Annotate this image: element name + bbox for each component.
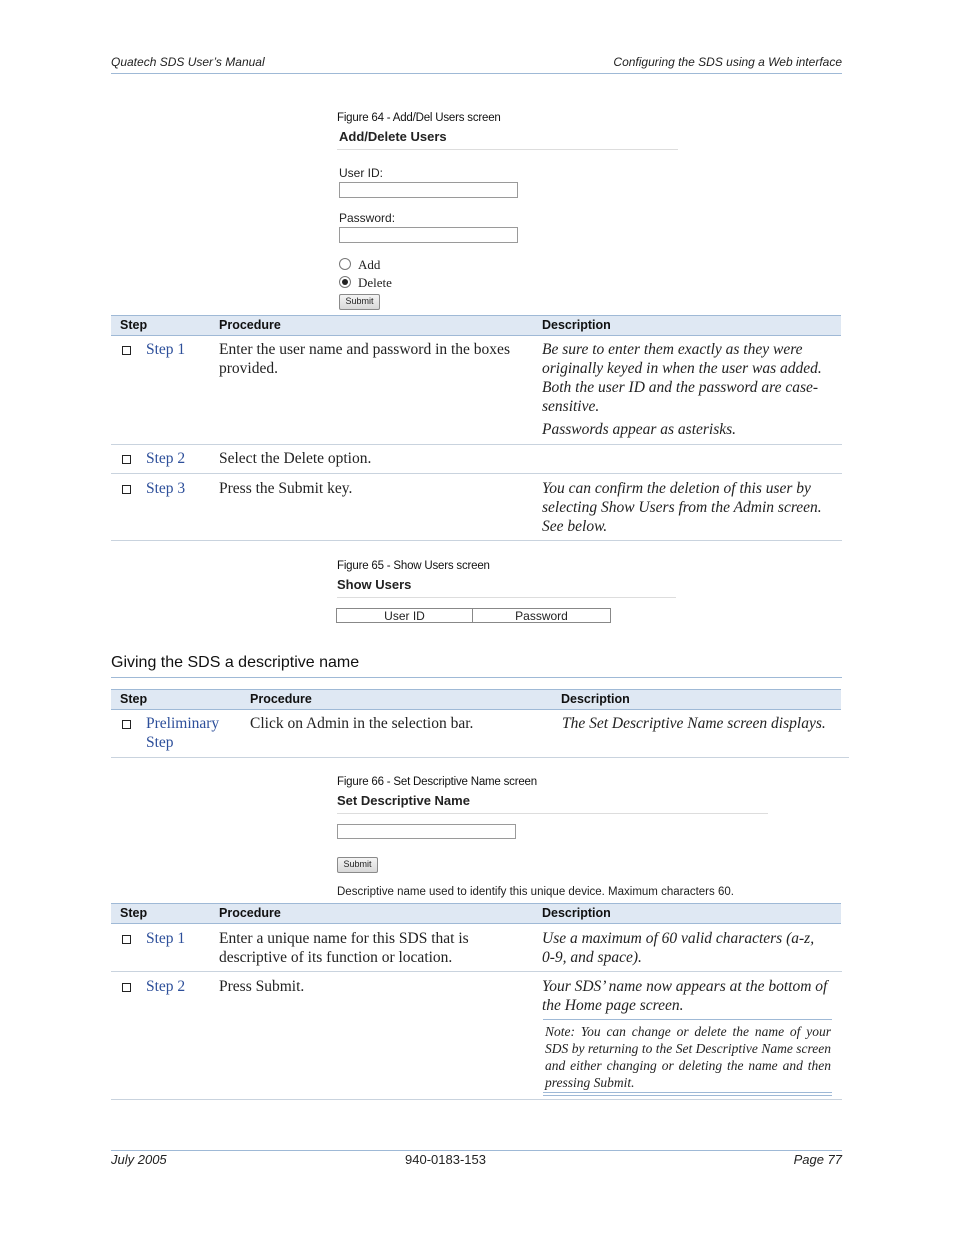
footer-doc-number: 940-0183-153 — [405, 1152, 486, 1167]
screen-divider — [337, 597, 676, 598]
note-top-rule — [543, 1019, 832, 1020]
col-procedure: Procedure — [250, 692, 312, 706]
checkbox-icon — [122, 983, 131, 992]
set-descriptive-name-title: Set Descriptive Name — [337, 793, 470, 808]
col-step: Step — [120, 906, 148, 920]
section-rule — [111, 677, 842, 678]
section-title: Giving the SDS a descriptive name — [111, 654, 360, 671]
add-option-label: Add — [358, 257, 381, 272]
screen-divider — [337, 813, 768, 814]
add-delete-users-title: Add/Delete Users — [339, 129, 447, 144]
row-divider — [111, 444, 842, 445]
checkbox-icon — [122, 455, 131, 464]
col-description: Description — [542, 906, 611, 920]
procedure-text: Select the Delete option. — [219, 450, 372, 467]
procedure-text: Enter the user name and password in the boxes provided. — [219, 341, 510, 377]
add-radio[interactable] — [339, 258, 351, 270]
descriptive-name-input[interactable] — [337, 824, 516, 839]
user-id-input[interactable] — [339, 182, 518, 198]
checkbox-icon — [122, 935, 131, 944]
header-left: Quatech SDS User’s Manual — [111, 55, 265, 69]
step-label: Step 2 — [146, 450, 186, 467]
footer-rule — [111, 1150, 842, 1151]
row-divider — [111, 757, 849, 758]
delete-radio[interactable] — [339, 276, 351, 288]
note-bottom-rule — [543, 1092, 832, 1093]
procedure-text: Press Submit. — [219, 978, 305, 995]
col-step: Step — [120, 692, 148, 706]
col-procedure: Procedure — [219, 318, 281, 332]
procedure-text: Press the Submit key. — [219, 480, 353, 497]
row-divider — [111, 971, 842, 972]
description-text: Passwords appear as asterisks. — [542, 421, 737, 438]
description-text: Be sure to enter them exactly as they were originally keyed in when the user was added. Both the user ID and the password are case-sensitive. — [542, 341, 822, 415]
password-input[interactable] — [339, 227, 518, 243]
table-header — [111, 315, 841, 336]
figure-64-caption: Figure 64 - Add/Del Users screen — [337, 112, 501, 124]
col-procedure: Procedure — [219, 906, 281, 920]
description-text: You can confirm the deletion of this user by selecting Show Users from the Admin screen. See below. — [542, 480, 822, 535]
figure-66-caption: Figure 66 - Set Descriptive Name screen — [337, 776, 537, 788]
row-divider — [111, 1099, 842, 1100]
user-id-column-header: User ID — [336, 608, 473, 623]
password-column-header: Password — [473, 608, 611, 623]
user-id-label: User ID: — [339, 166, 384, 180]
step-label: Step 2 — [146, 978, 186, 995]
screen-divider — [337, 149, 678, 150]
step-label: Step 1 — [146, 341, 186, 358]
col-description: Description — [561, 692, 630, 706]
table-header — [111, 903, 841, 924]
col-step: Step — [120, 318, 148, 332]
procedure-text: Enter a unique name for this SDS that is descriptive of its function or location. — [219, 930, 469, 966]
checkbox-icon — [122, 720, 131, 729]
footer-page-number: Page 77 — [793, 1152, 842, 1167]
password-label: Password: — [339, 211, 396, 225]
row-divider — [111, 473, 842, 474]
delete-option-label: Delete — [358, 275, 392, 290]
step-label: Step 3 — [146, 480, 186, 497]
show-users-title: Show Users — [337, 577, 412, 592]
submit-button[interactable]: Submit — [337, 857, 378, 873]
header-right: Configuring the SDS using a Web interface — [613, 55, 842, 69]
col-description: Description — [542, 318, 611, 332]
help-text: Descriptive name used to identify this unique device. Maximum characters 60. — [337, 886, 734, 898]
table-header — [111, 689, 841, 710]
description-text: The Set Descriptive Name screen displays. — [562, 715, 826, 732]
header-rule — [111, 73, 842, 74]
description-text: Use a maximum of 60 valid characters (a-z, 0-9, and space). — [542, 930, 815, 966]
figure-65-caption: Figure 65 - Show Users screen — [337, 560, 490, 572]
step-label: Preliminary Step — [146, 715, 220, 751]
description-text: Your SDS’ name now appears at the bottom of the Home page screen. — [542, 978, 828, 1014]
submit-button[interactable]: Submit — [339, 294, 380, 310]
checkbox-icon — [122, 485, 131, 494]
note-bottom-rule — [543, 1095, 832, 1096]
checkbox-icon — [122, 346, 131, 355]
row-divider — [111, 540, 842, 541]
procedure-text: Click on Admin in the selection bar. — [250, 715, 474, 732]
note-text: Note: You can change or delete the name of your SDS by returning to the Set Descriptive Name screen and either changing or deleting the name and then pressing Submit. — [545, 1024, 831, 1090]
step-label: Step 1 — [146, 930, 186, 947]
footer-date: July 2005 — [111, 1152, 167, 1167]
